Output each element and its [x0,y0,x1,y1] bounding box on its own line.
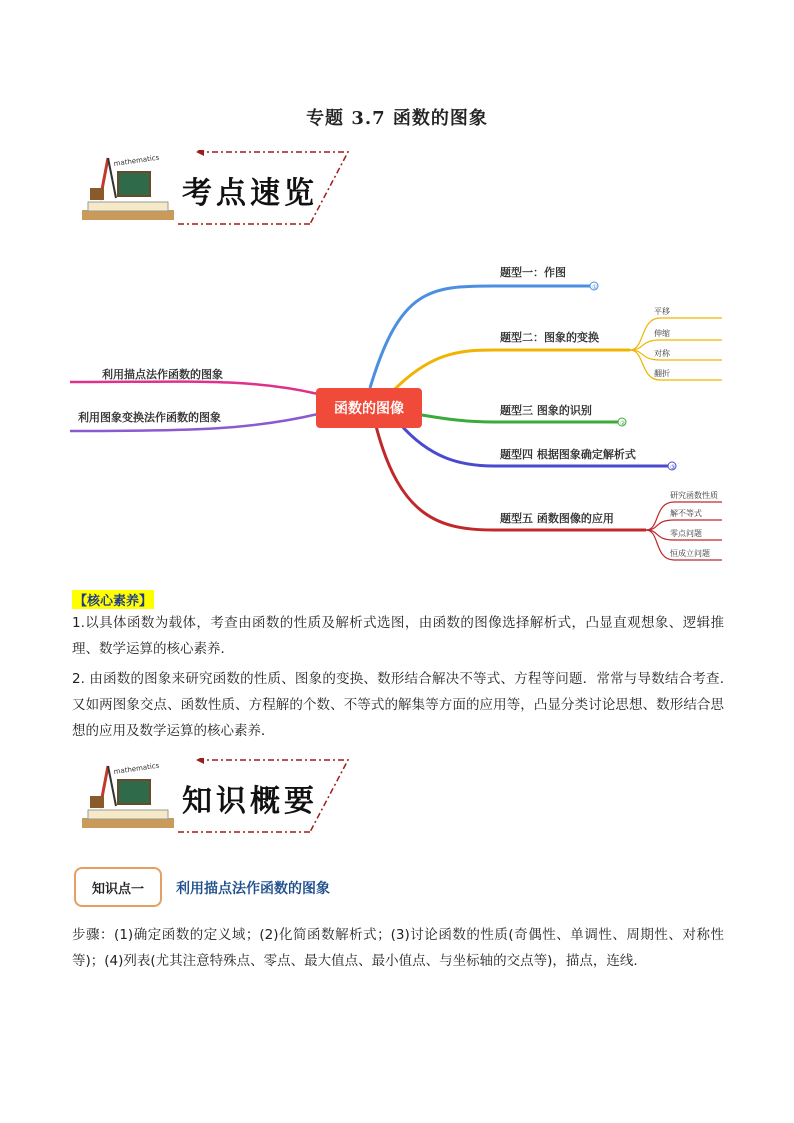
leaf-translate: 平移 [654,307,670,316]
left-branch-1 [70,382,318,394]
branch-label-2: 题型二：图象的变换 [500,331,599,344]
banner-heading: 知识概要 [182,784,318,819]
branch-label-3: 题型三 图象的识别 [500,404,592,417]
section-banner-zhishi [78,758,350,834]
svg-text:mathematics: mathematics [113,153,160,168]
branch-label-5: 题型五 函数图像的应用 [500,512,614,525]
leaf-flip: 翻折 [654,369,670,378]
mindmap [70,248,730,578]
leaf-function-properties: 研究函数性质 [670,491,718,500]
badge-3: ② [620,420,626,427]
leaf-inequality: 解不等式 [670,509,702,518]
math-tools-icon [82,154,174,220]
core-paragraph-1: 1.以具体函数为载体，考查由函数的性质及解析式选图，由函数的图像选择解析式，凸显直观想象、逻辑推理、数学运算的核心素养． [72,615,724,657]
knowledge-steps: 步骤：(1)确定函数的定义域；(2)化简函数解析式；(3)讨论函数的性质(奇偶性、单调性、周期性、对称性等)；(4)列表(尤其注意特殊点、零点、最大值点、最小值点、与坐标轴的交点等)，描点，连线. [72,927,724,969]
core-paragraph-2: 2. 由函数的图象来研究函数的性质、图象的变换、数形结合解决不等式、方程等问题．常常与导数结合考查.又如两图象交点、函数性质、方程解的个数、不等式的解集等方面的应用等，凸显分类讨论思想、数形结合思想的应用及数学运算的核心素养． [72,671,724,739]
leaf-symmetry: 对称 [654,349,670,358]
left-label-1: 利用描点法作函数的图象 [102,368,223,381]
page-title: 专题 3.7 函数的图象 [306,108,488,129]
badge-1: ① [592,284,598,291]
branch-label-1: 题型一：作图 [500,266,566,279]
svg-text:mathematics: mathematics [113,761,160,776]
knowledge-point-tag: 知识点一 [74,867,162,907]
leaf-stretch: 伸缩 [654,329,670,338]
center-label: 函数的图像 [334,401,404,417]
branch-label-4: 题型四 根据图象确定解析式 [500,448,636,461]
math-tools-icon [82,762,174,828]
leaf-constant: 恒成立问题 [670,549,710,558]
knowledge-point-title: 利用描点法作函数的图象 [176,881,330,897]
section-banner-kaodian [78,150,350,226]
badge-4: ③ [670,464,676,471]
core-heading: 【核心素养】 [72,590,154,609]
left-label-2: 利用图象变换法作函数的图象 [78,411,221,424]
branch-2-line [390,350,630,394]
leaf-zero-point: 零点问题 [670,529,702,538]
banner-heading: 考点速览 [182,176,318,211]
